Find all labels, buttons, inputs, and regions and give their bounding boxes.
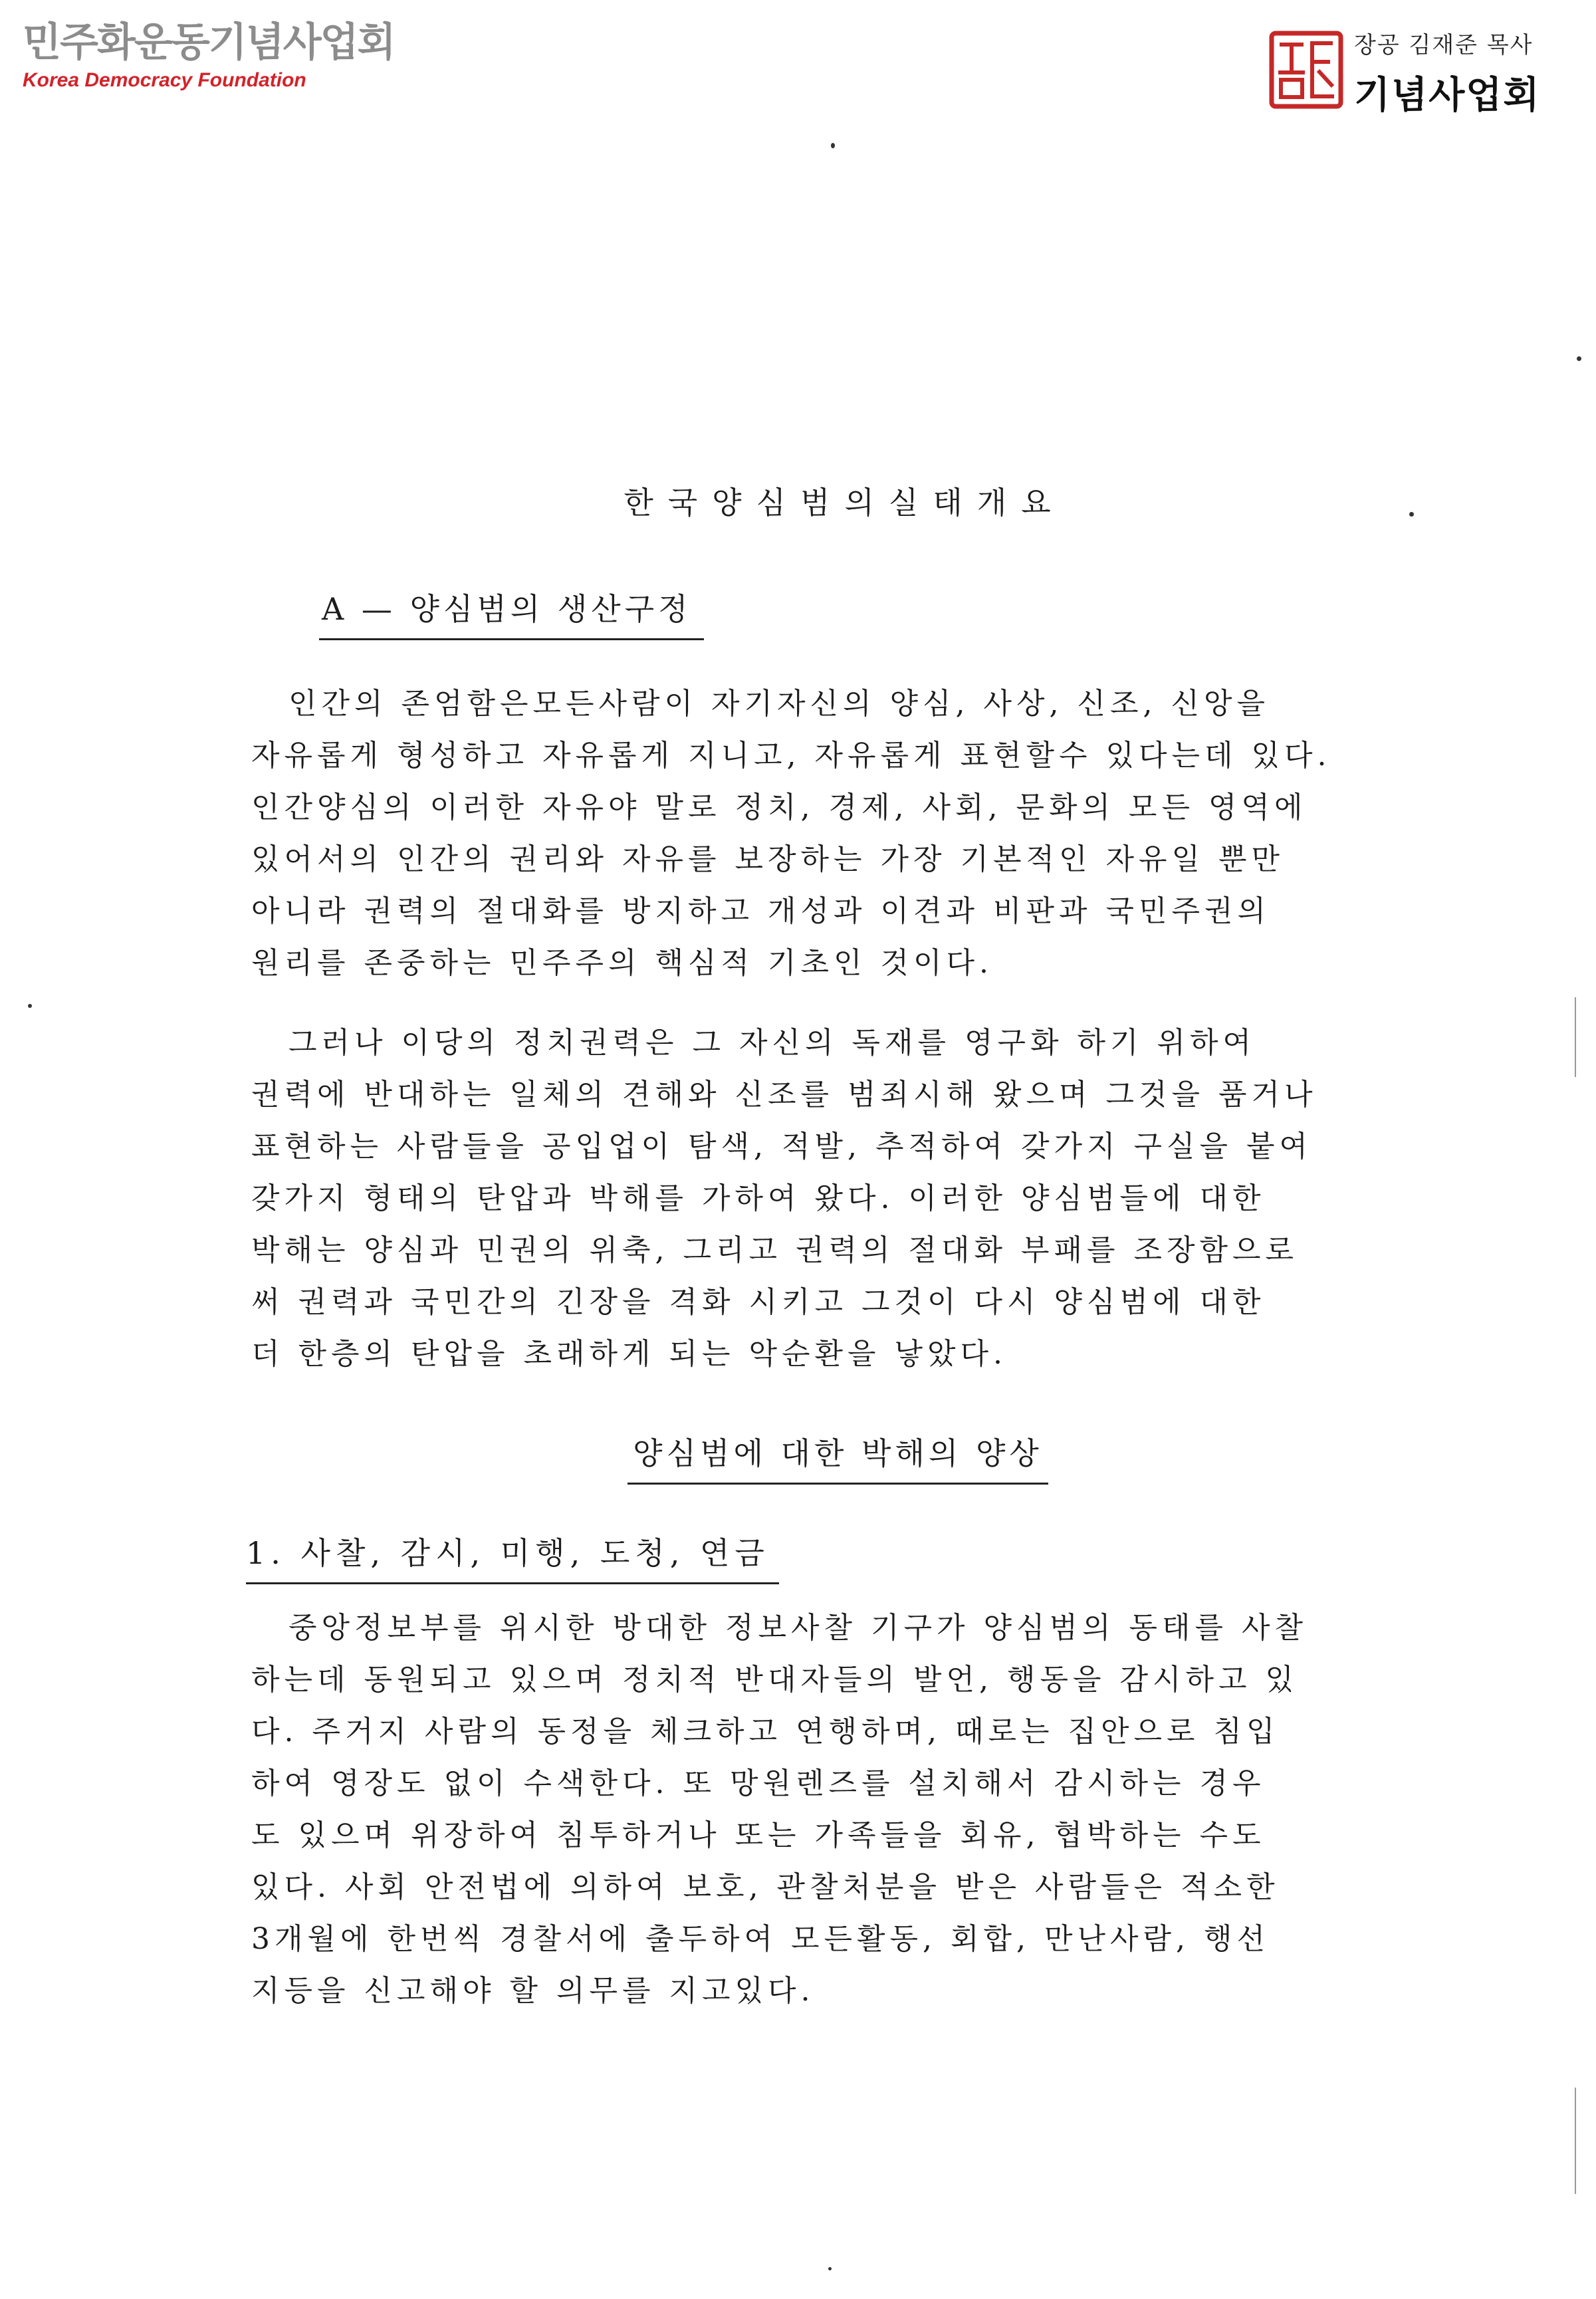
- scan-edge-mark: [1575, 997, 1576, 1077]
- scan-speck: [831, 143, 835, 148]
- jang-logo-line2: 기념사업회: [1354, 74, 1541, 117]
- kdf-logo-english: Korea Democracy Foundation: [23, 69, 306, 91]
- jang-logo-line1: 장공 김재준 목사: [1354, 32, 1534, 59]
- paragraph-line: 하여 영장도 없이 수색한다. 또 망원렌즈를 설치해서 감시하는 경우: [251, 1766, 1266, 1800]
- paragraph-1: [251, 678, 1408, 989]
- paragraph-line: 박해는 양심과 민권의 위축, 그리고 권력의 절대화 부패를 조장함으로: [251, 1233, 1298, 1267]
- item-1-paragraph: [251, 1602, 1408, 2017]
- scan-edge-mark: [1575, 2088, 1576, 2194]
- paragraph-line: 있다. 사회 안전법에 의하여 보호, 관찰처분을 받은 사람들은 적소한: [251, 1870, 1280, 1904]
- paragraph-line: 있어서의 인간의 권리와 자유를 보장하는 가장 기본적인 자유일 뿐만: [251, 842, 1284, 876]
- paragraph-line: 아니라 권력의 절대화를 방지하고 개성과 이견과 비판과 국민주권의: [251, 894, 1271, 928]
- paragraph-line: 갖가지 형태의 탄압과 박해를 가하여 왔다. 이러한 양심범들에 대한: [251, 1181, 1266, 1215]
- paragraph-2: [251, 1017, 1408, 1380]
- paragraph-line: 지등을 신고해야 할 의무를 지고있다.: [251, 1974, 815, 2008]
- subheading: 양심범에 대한 박해의 양상: [627, 1429, 1048, 1485]
- paragraph-line: 자유롭게 형성하고 자유롭게 지니고, 자유롭게 표현할수 있다는데 있다.: [251, 739, 1331, 773]
- paragraph-line: 써 권력과 국민간의 긴장을 격화 시키고 그것이 다시 양심범에 대한: [251, 1285, 1266, 1319]
- paragraph-line: 하는데 동원되고 있으며 정치적 반대자들의 발언, 행동을 감시하고 있: [251, 1663, 1298, 1697]
- paragraph-line: 원리를 존중하는 민주주의 핵심적 기초인 것이다.: [251, 946, 993, 980]
- document-title: 한국양심범의실태개요: [624, 485, 1066, 521]
- section-heading: A — 양심범의 생산구정: [319, 585, 704, 640]
- paragraph-line: 3개월에 한번씩 경찰서에 출두하여 모든활동, 회합, 만난사람, 행선: [251, 1922, 1270, 1956]
- subheading-wrapper: [0, 1429, 1596, 1485]
- kdf-logo-korean: 민주화운동기념사업회: [23, 19, 395, 66]
- scan-speck: [28, 1004, 32, 1008]
- item-1-heading: 1. 사찰, 감시, 미행, 도청, 연금: [246, 1529, 779, 1584]
- scan-speck: [1409, 512, 1414, 517]
- paragraph-line: 권력에 반대하는 일체의 견해와 신조를 범죄시해 왔으며 그것을 품거나: [251, 1078, 1317, 1112]
- paragraph-line: 중앙정보부를 위시한 방대한 정보사찰 기구가 양심범의 동태를 사찰: [288, 1611, 1308, 1645]
- paragraph-line: 그러나 이당의 정치권력은 그 자신의 독재를 영구화 하기 위하여: [288, 1026, 1256, 1060]
- paragraph-line: 더 한층의 탄압을 초래하게 되는 악순환을 낳았다.: [251, 1337, 1007, 1371]
- scan-speck: [1577, 356, 1581, 361]
- paragraph-line: 인간양심의 이러한 자유야 말로 정치, 경제, 사회, 문화의 모든 영역에: [251, 790, 1308, 824]
- paragraph-line: 다. 주거지 사람의 동정을 체크하고 연행하며, 때로는 집안으로 침입: [251, 1715, 1280, 1749]
- paragraph-line: 도 있으며 위장하여 침투하거나 또는 가족들을 회유, 협박하는 수도: [251, 1818, 1266, 1852]
- paragraph-line: 표현하는 사람들을 공입업이 탐색, 적발, 추적하여 갖가지 구실을 붙여: [251, 1130, 1312, 1163]
- paragraph-line: 인간의 존엄함은모든사람이 자기자신의 양심, 사상, 신조, 신앙을: [288, 687, 1270, 721]
- scan-speck: [828, 2267, 832, 2270]
